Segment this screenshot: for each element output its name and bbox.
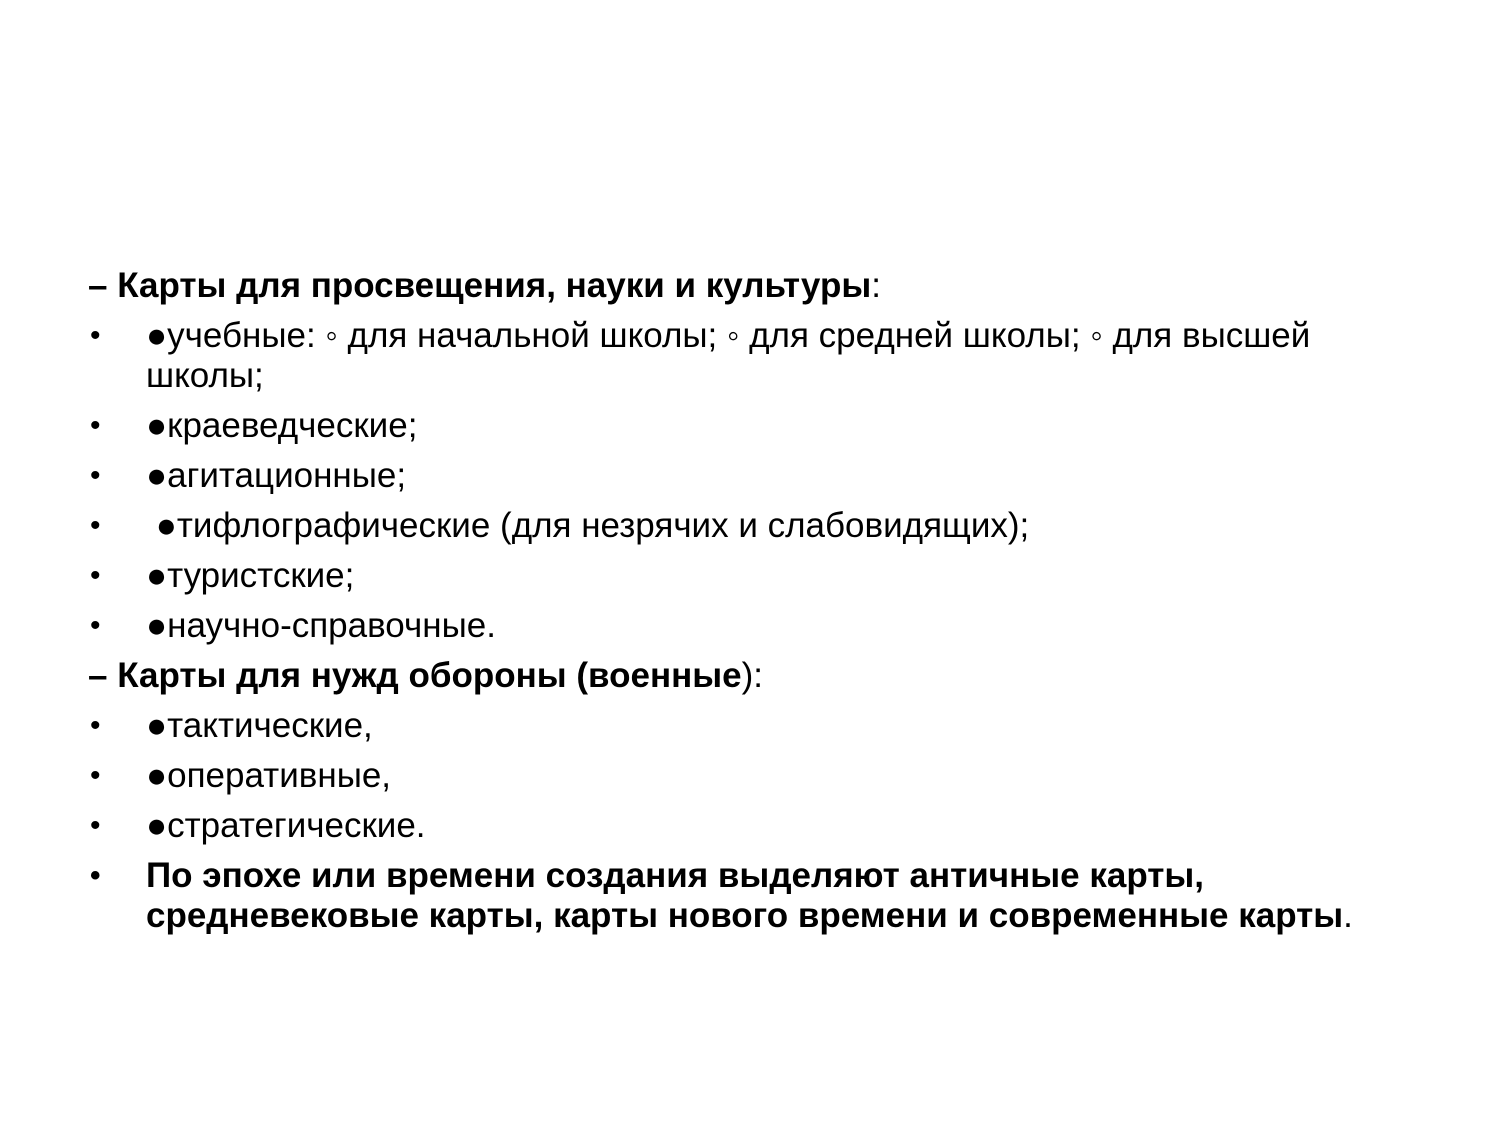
list-item-text: ●тактические, bbox=[146, 706, 373, 745]
heading-defense-suffix: ): bbox=[741, 656, 763, 695]
list-item-text: ●туристские; bbox=[146, 556, 355, 595]
bullet-icon: • bbox=[90, 459, 101, 492]
bullet-icon: • bbox=[90, 709, 101, 742]
heading-defense-bold: – Карты для нужд обороны (военные bbox=[88, 656, 742, 695]
list-item-text: ●агитационные; bbox=[146, 456, 407, 495]
list-item bbox=[88, 706, 1418, 746]
list-item-text: ●учебные: ◦ для начальной школы; ◦ для средней школы; ◦ для высшей школы; bbox=[146, 316, 1311, 395]
list-item bbox=[88, 556, 1418, 596]
list-item bbox=[88, 456, 1418, 496]
slide-content bbox=[88, 266, 1418, 946]
list-item-text: ●стратегические. bbox=[146, 806, 426, 845]
bullet-icon: • bbox=[90, 809, 101, 842]
heading-education-bold: – Карты для просвещения, науки и культуры bbox=[88, 266, 872, 305]
bullet-icon: • bbox=[90, 509, 101, 542]
section-heading-defense bbox=[88, 656, 1418, 696]
epoch-text-bold: По эпохе или времени создания выделяют античные карты, средневековые карты, карты нового времени и современные карты bbox=[146, 856, 1344, 935]
bullet-icon: • bbox=[90, 859, 101, 892]
list-item bbox=[88, 316, 1418, 396]
bullet-icon: • bbox=[90, 559, 101, 592]
section-heading-education bbox=[88, 266, 1418, 306]
bullet-icon: • bbox=[90, 759, 101, 792]
list-item bbox=[88, 506, 1418, 546]
list-item-text: ●тифлографические (для незрячих и слабовидящих); bbox=[146, 506, 1030, 545]
bullet-icon: • bbox=[90, 319, 101, 352]
epoch-text-suffix: . bbox=[1343, 896, 1353, 935]
heading-education-suffix: : bbox=[871, 266, 881, 305]
list-item bbox=[88, 606, 1418, 646]
bullet-icon: • bbox=[90, 609, 101, 642]
list-item-text: ●оперативные, bbox=[146, 756, 392, 795]
list-item-text: ●краеведческие; bbox=[146, 406, 418, 445]
bullet-icon: • bbox=[90, 409, 101, 442]
list-item bbox=[88, 806, 1418, 846]
list-item-text: ●научно-справочные. bbox=[146, 606, 496, 645]
list-item bbox=[88, 406, 1418, 446]
list-item bbox=[88, 756, 1418, 796]
list-item-epoch bbox=[88, 856, 1418, 936]
